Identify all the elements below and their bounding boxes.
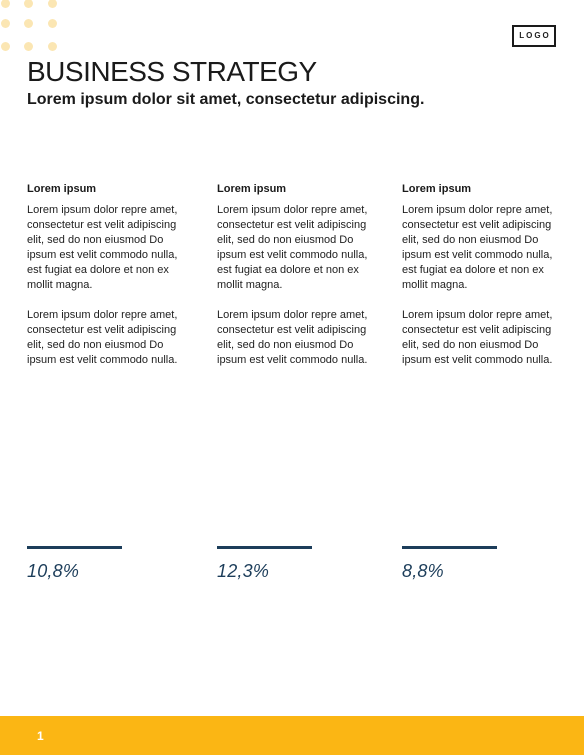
page-subtitle: Lorem ipsum dolor sit amet, consectetur adipiscing.: [27, 91, 425, 108]
stat-block-2: [217, 546, 312, 582]
column-heading: Lorem ipsum: [402, 183, 472, 195]
stat-block-3: [402, 546, 497, 582]
column-paragraph: Lorem ipsum dolor repre amet, consectetur est velit adipiscing elit, sed do non eiusmod Do ipsum est velit commodo nulla, est fugiat ea dolore et non ex mollit magna.: [402, 204, 553, 291]
dot: [48, 0, 57, 8]
column-heading: Lorem ipsum: [217, 183, 287, 195]
page-number: 1: [37, 729, 44, 743]
dot: [1, 0, 10, 8]
footer-bar: [0, 716, 584, 755]
dot: [24, 42, 33, 51]
stat-divider: [217, 546, 312, 549]
stat-value: 12,3%: [217, 561, 270, 581]
stat-block-1: [27, 546, 122, 582]
stat-value: 8,8%: [402, 561, 444, 581]
column-heading: Lorem ipsum: [27, 183, 97, 195]
column-paragraph: Lorem ipsum dolor repre amet, consectetur est velit adipiscing elit, sed do non eiusmod Do ipsum est velit commodo nulla.: [402, 309, 553, 366]
dot: [48, 19, 57, 28]
stat-value: 10,8%: [27, 561, 80, 581]
dot: [1, 42, 10, 51]
column-paragraph: Lorem ipsum dolor repre amet, consectetur est velit adipiscing elit, sed do non eiusmod Do ipsum est velit commodo nulla, est fugiat ea dolore et non ex mollit magna.: [217, 204, 368, 291]
decorative-dots: [0, 0, 70, 60]
text-column-2: [217, 182, 377, 368]
logo: LOGO: [512, 25, 556, 47]
page-title: BUSINESS STRATEGY: [27, 56, 317, 87]
stat-divider: [402, 546, 497, 549]
stat-divider: [27, 546, 122, 549]
text-column-3: [402, 182, 562, 368]
dot: [48, 42, 57, 51]
dot: [24, 0, 33, 8]
column-paragraph: Lorem ipsum dolor repre amet, consectetur est velit adipiscing elit, sed do non eiusmod Do ipsum est velit commodo nulla.: [217, 309, 368, 366]
column-paragraph: Lorem ipsum dolor repre amet, consectetur est velit adipiscing elit, sed do non eiusmod Do ipsum est velit commodo nulla, est fugiat ea dolore et non ex mollit magna.: [27, 204, 178, 291]
dot: [24, 19, 33, 28]
text-column-1: [27, 182, 187, 368]
dot: [1, 19, 10, 28]
column-paragraph: Lorem ipsum dolor repre amet, consectetur est velit adipiscing elit, sed do non eiusmod Do ipsum est velit commodo nulla.: [27, 309, 178, 366]
